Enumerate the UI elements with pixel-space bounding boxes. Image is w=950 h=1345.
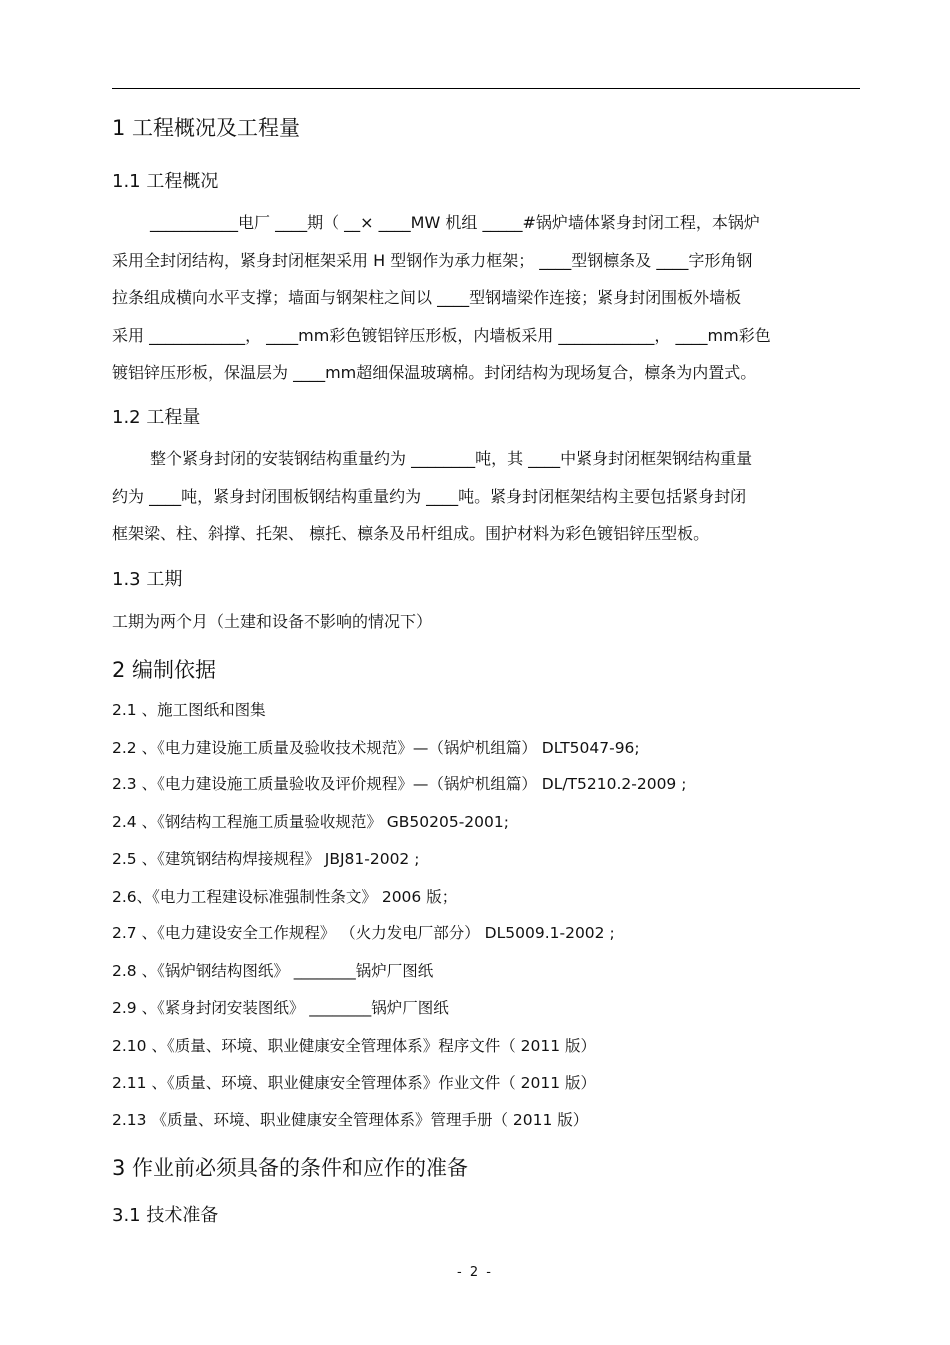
paragraph-line: 框架梁、柱、斜撑、托架、 檩托、檩条及吊杆组成。围护材料为彩色镀铝锌压型板。 bbox=[112, 524, 710, 543]
paragraph-line: 整个紧身封闭的安装钢结构重量约为 ________吨，其 ____中紧身封闭框架钢结构重量 bbox=[150, 449, 753, 468]
reference-item: 2.6、《电力工程建设标准强制性条文》 2006 版； bbox=[112, 888, 458, 906]
section-3-1-heading: 3.1 技术准备 bbox=[112, 1205, 219, 1226]
schedule-text: 工期为两个月（土建和设备不影响的情况下） bbox=[112, 612, 433, 631]
page-number: - 2 - bbox=[457, 1265, 493, 1280]
reference-item: 2.9 、《紧身封闭安装图纸》 ________锅炉厂图纸 bbox=[112, 999, 449, 1017]
section-1-3-heading: 1.3 工期 bbox=[112, 569, 183, 590]
paragraph-line: 采用全封闭结构，紧身封闭框架采用 H 型钢作为承力框架； ____型钢檩条及 ____字形角钢 bbox=[112, 250, 753, 270]
section-1-2-heading: 1.2 工程量 bbox=[112, 407, 201, 428]
paragraph-line: 拉条组成横向水平支撑；墙面与钢架柱之间以 ____型钢墙梁作连接；紧身封闭围板外墙板 bbox=[112, 288, 742, 307]
reference-item: 2.3 、《电力建设施工质量验收及评价规程》—（锅炉机组篇） DL/T5210.2-2009 ; bbox=[112, 775, 687, 793]
section-3-heading: 3 作业前必须具备的条件和应作的准备 bbox=[112, 1156, 469, 1180]
header-rule bbox=[112, 88, 860, 89]
reference-item: 2.10 、《质量、环境、职业健康安全管理体系》程序文件（ 2011 版） bbox=[112, 1037, 596, 1055]
paragraph-line: 采用 ____________， ____mm彩色镀铝锌压形板，内墙板采用 ____________， ____mm彩色 bbox=[112, 325, 771, 345]
reference-item: 2.5 、《建筑钢结构焊接规程》 JBJ81-2002 ; bbox=[112, 850, 420, 868]
reference-item: 2.1 、施工图纸和图集 bbox=[112, 701, 266, 719]
project-overview-paragraph bbox=[112, 204, 860, 392]
reference-item: 2.2 、《电力建设施工质量及验收技术规范》—（锅炉机组篇） DLT5047-96; bbox=[112, 739, 640, 757]
quantity-paragraph bbox=[112, 440, 860, 553]
reference-item: 2.8 、《锅炉钢结构图纸》 ________锅炉厂图纸 bbox=[112, 962, 434, 980]
section-1-heading: 1 工程概况及工程量 bbox=[112, 116, 301, 140]
reference-item: 2.4 、《钢结构工程施工质量验收规范》 GB50205-2001; bbox=[112, 813, 509, 831]
section-1-1-heading: 1.1 工程概况 bbox=[112, 171, 219, 192]
paragraph-line: 镀铝锌压形板，保温层为 ____mm超细保温玻璃棉。封闭结构为现场复合，檩条为内置式。 bbox=[112, 363, 757, 382]
paragraph-line: 约为 ____吨，紧身封闭围板钢结构重量约为 ____吨。紧身封闭框架结构主要包括紧身封闭 bbox=[112, 486, 747, 506]
paragraph-line: ___________电厂 ____期（ __× ____MW 机组 _____#锅炉墙体紧身封闭工程，本锅炉 bbox=[150, 213, 760, 232]
reference-item: 2.11 、《质量、环境、职业健康安全管理体系》作业文件（ 2011 版） bbox=[112, 1074, 596, 1092]
section-2-heading: 2 编制依据 bbox=[112, 658, 217, 682]
reference-item: 2.7 、《电力建设安全工作规程》 （火力发电厂部分） DL5009.1-2002 ; bbox=[112, 924, 615, 942]
reference-item: 2.13 《质量、环境、职业健康安全管理体系》管理手册（ 2011 版） bbox=[112, 1111, 589, 1129]
